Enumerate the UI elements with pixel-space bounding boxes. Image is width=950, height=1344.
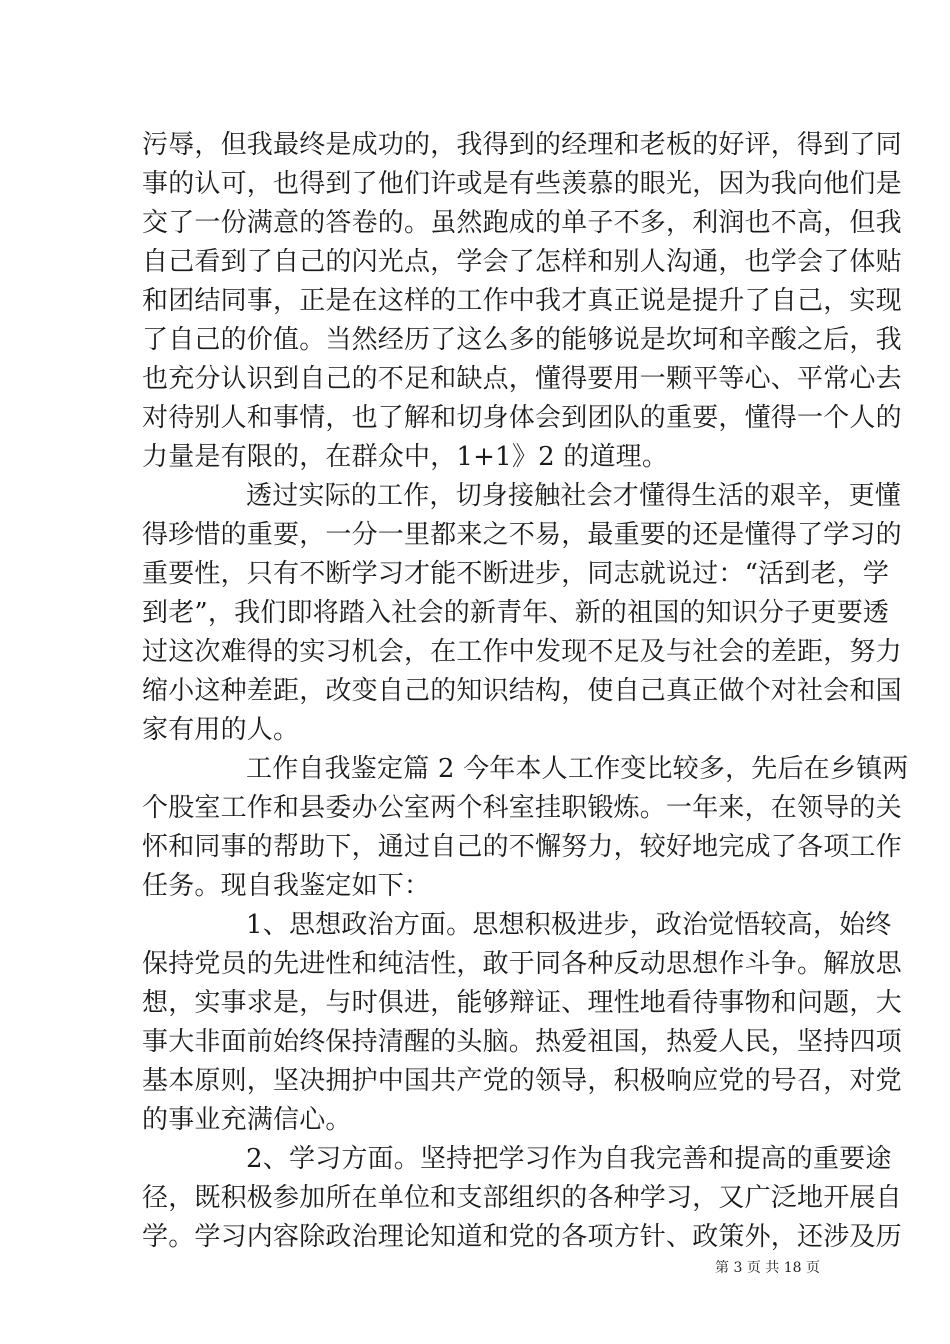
body-text-line: 对待别人和事情，也了解和切身体会到团队的重要，懂得一个人的	[142, 403, 902, 433]
body-text-line: 缩小这种差距，改变自己的知识结构，使自己真正做个对社会和国	[142, 676, 902, 706]
body-text-line: 重要性，只有不断学习才能不断进步，同志就说过：“活到老，学	[142, 559, 890, 589]
body-text-line: 个股室工作和县委办公室两个科室挂职锻炼。一年来，在领导的关	[142, 793, 902, 823]
body-text-line: 交了一份满意的答卷的。虽然跑成的单子不多，利润也不高，但我	[142, 208, 902, 238]
body-text-line: 得珍惜的重要，一分一里都来之不易，最重要的还是懂得了学习的	[142, 520, 902, 550]
body-text-line: 和团结同事，正是在这样的工作中我才真正说是提升了自己，实现	[142, 286, 902, 316]
body-text-line: 了自己的价值。当然经历了这么多的能够说是坎坷和辛酸之后，我	[142, 325, 902, 355]
body-text-line: 到老”，我们即将踏入社会的新青年、新的祖国的知识分子更要透	[142, 598, 890, 628]
body-text-line: 污辱，但我最终是成功的，我得到的经理和老板的好评，得到了同	[142, 130, 902, 160]
body-text-line: 保持党员的先进性和纯洁性，敢于同各种反动思想作斗争。解放思	[142, 949, 902, 979]
paragraph-first-line: 透过实际的工作，切身接触社会才懂得生活的艰辛，更懂	[246, 481, 902, 511]
body-text-line: 事的认可，也得到了他们许或是有些羡慕的眼光，因为我向他们是	[142, 169, 902, 199]
body-text-line: 基本原则，坚决拥护中国共产党的领导，积极响应党的号召，对党	[142, 1066, 902, 1096]
body-text-line: 径，既积极参加所在单位和支部组织的各种学习，又广泛地开展自	[142, 1183, 902, 1213]
body-text-line: 也充分认识到自己的不足和缺点，懂得要用一颗平等心、平常心去	[142, 364, 902, 394]
body-text-line: 力量是有限的，在群众中，1+1》2 的道理。	[142, 442, 669, 472]
body-text-line: 想，实事求是，与时俱进，能够辩证、理性地看待事物和问题，大	[142, 988, 902, 1018]
body-text-line: 家有用的人。	[142, 715, 300, 745]
body-text-line: 学。学习内容除政治理论知道和党的各项方针、政策外，还涉及历	[142, 1222, 902, 1252]
paragraph-first-line: 1、思想政治方面。思想积极进步，政治觉悟较高，始终	[246, 910, 892, 940]
paragraph-first-line: 工作自我鉴定篇 2 今年本人工作变比较多，先后在乡镇两	[246, 754, 909, 784]
body-text-line: 过这次难得的实习机会，在工作中发现不足及与社会的差距，努力	[142, 637, 902, 667]
body-text-line: 怀和同事的帮助下，通过自己的不懈努力，较好地完成了各项工作	[142, 832, 902, 862]
body-text-line: 的事业充满信心。	[142, 1105, 352, 1135]
body-text-line: 任务。现自我鉴定如下：	[142, 871, 431, 901]
body-text-line: 自己看到了自己的闪光点，学会了怎样和别人沟通，也学会了体贴	[142, 247, 902, 277]
paragraph-first-line: 2、学习方面。坚持把学习作为自我完善和提高的重要途	[246, 1144, 892, 1174]
body-text-line: 事大非面前始终保持清醒的头脑。热爱祖国，热爱人民，坚持四项	[142, 1027, 902, 1057]
page-number-footer: 第 3 页 共 18 页	[715, 1260, 820, 1276]
